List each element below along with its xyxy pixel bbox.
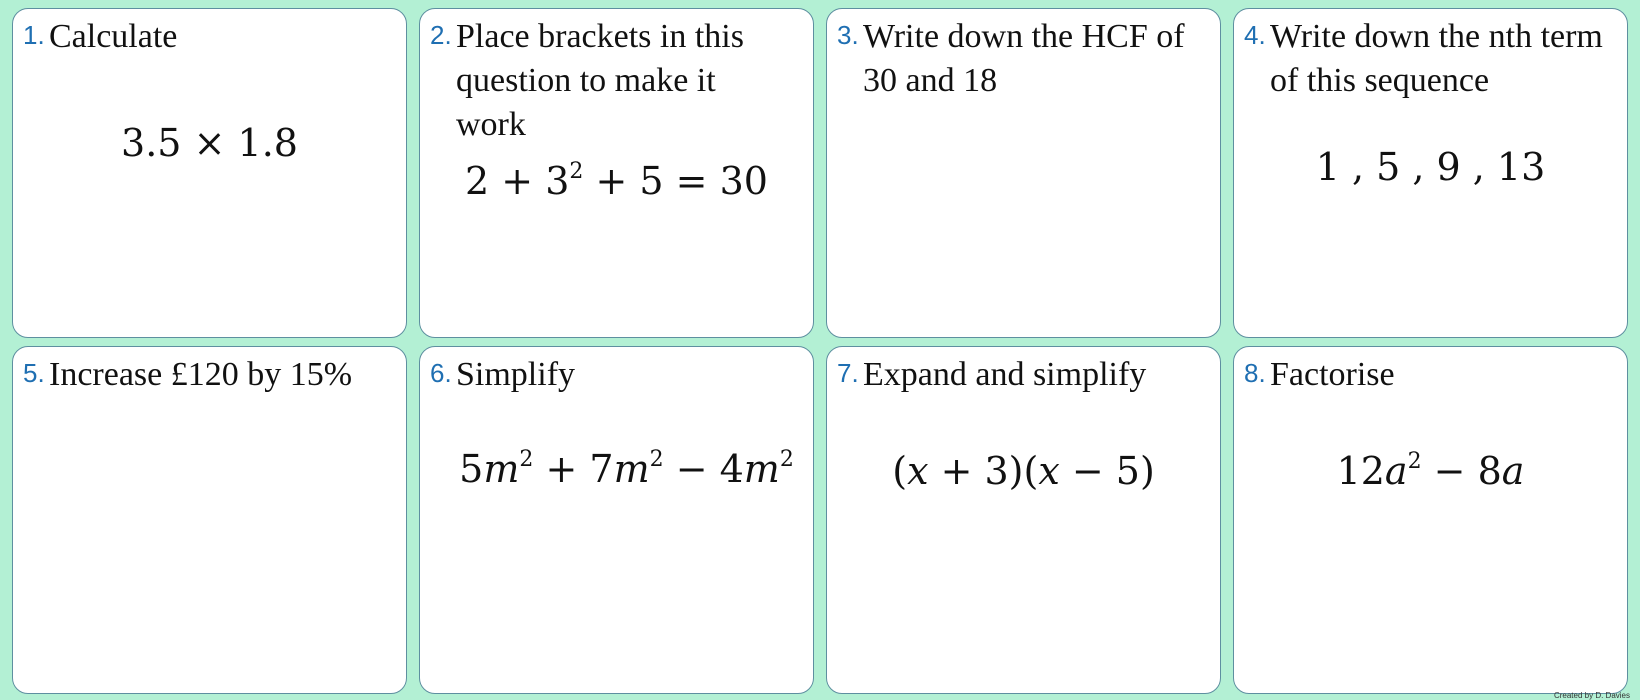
math-term: + 3)(	[928, 449, 1039, 493]
question-number: 3.	[837, 20, 859, 50]
math-term: 12	[1336, 449, 1385, 493]
question-number: 5.	[23, 358, 45, 388]
question-text: Expand and simplify	[863, 356, 1147, 393]
math-term: − 5)	[1059, 449, 1155, 493]
question-card-1	[12, 8, 407, 338]
question-number: 7.	[837, 358, 859, 388]
question-number: 2.	[430, 20, 452, 50]
math-expression	[827, 449, 1220, 493]
math-variable: a	[1384, 449, 1408, 493]
question-card-8	[1233, 346, 1628, 694]
question-number: 1.	[23, 20, 45, 50]
math-variable: m	[483, 447, 520, 491]
math-variable: m	[743, 447, 780, 491]
math-expression	[440, 447, 813, 491]
question-text: Calculate	[49, 18, 178, 55]
math-exponent: 2	[1407, 449, 1422, 474]
question-text: Increase £120 by 15%	[49, 356, 353, 393]
math-bracket: (	[892, 449, 908, 493]
question-card-6	[419, 346, 814, 694]
math-variable: m	[613, 447, 650, 491]
math-term: 1.8	[237, 121, 298, 165]
math-variable: x	[1038, 449, 1060, 493]
question-text: Write down the HCF of 30 and 18	[863, 18, 1185, 99]
question-number: 6.	[430, 358, 452, 388]
question-card-4	[1233, 8, 1628, 338]
question-card-3	[826, 8, 1221, 338]
question-card-2	[419, 8, 814, 338]
author-credit: Created by D. Davies	[1553, 691, 1630, 700]
math-variable: x	[907, 449, 929, 493]
question-card-5	[12, 346, 407, 694]
math-sequence: 1 , 5 , 9 , 13	[1315, 145, 1546, 189]
math-exponent: 2	[569, 159, 584, 184]
math-term: 2 + 3	[465, 159, 570, 203]
math-expression	[13, 121, 406, 165]
math-term: + 5 = 30	[583, 159, 768, 203]
question-card-7	[826, 346, 1221, 694]
question-text: Simplify	[456, 356, 576, 393]
math-term: 3.5	[121, 121, 182, 165]
question-number: 8.	[1244, 358, 1266, 388]
math-term: 5	[459, 447, 484, 491]
math-exponent: 2	[649, 447, 664, 472]
math-expression	[420, 159, 813, 203]
question-number: 4.	[1244, 20, 1266, 50]
math-variable: a	[1501, 449, 1525, 493]
math-exponent: 2	[779, 447, 794, 472]
question-text: Write down the nth term of this sequence	[1270, 18, 1603, 99]
math-operator: ×	[193, 121, 226, 165]
math-expression	[1234, 449, 1627, 493]
question-grid	[12, 8, 1628, 694]
math-term: − 8	[1421, 449, 1502, 493]
question-text: Factorise	[1270, 356, 1395, 393]
question-text: Place brackets in this question to make it work	[456, 18, 744, 143]
math-exponent: 2	[519, 447, 534, 472]
math-term: − 4	[663, 447, 744, 491]
math-term: + 7	[533, 447, 614, 491]
